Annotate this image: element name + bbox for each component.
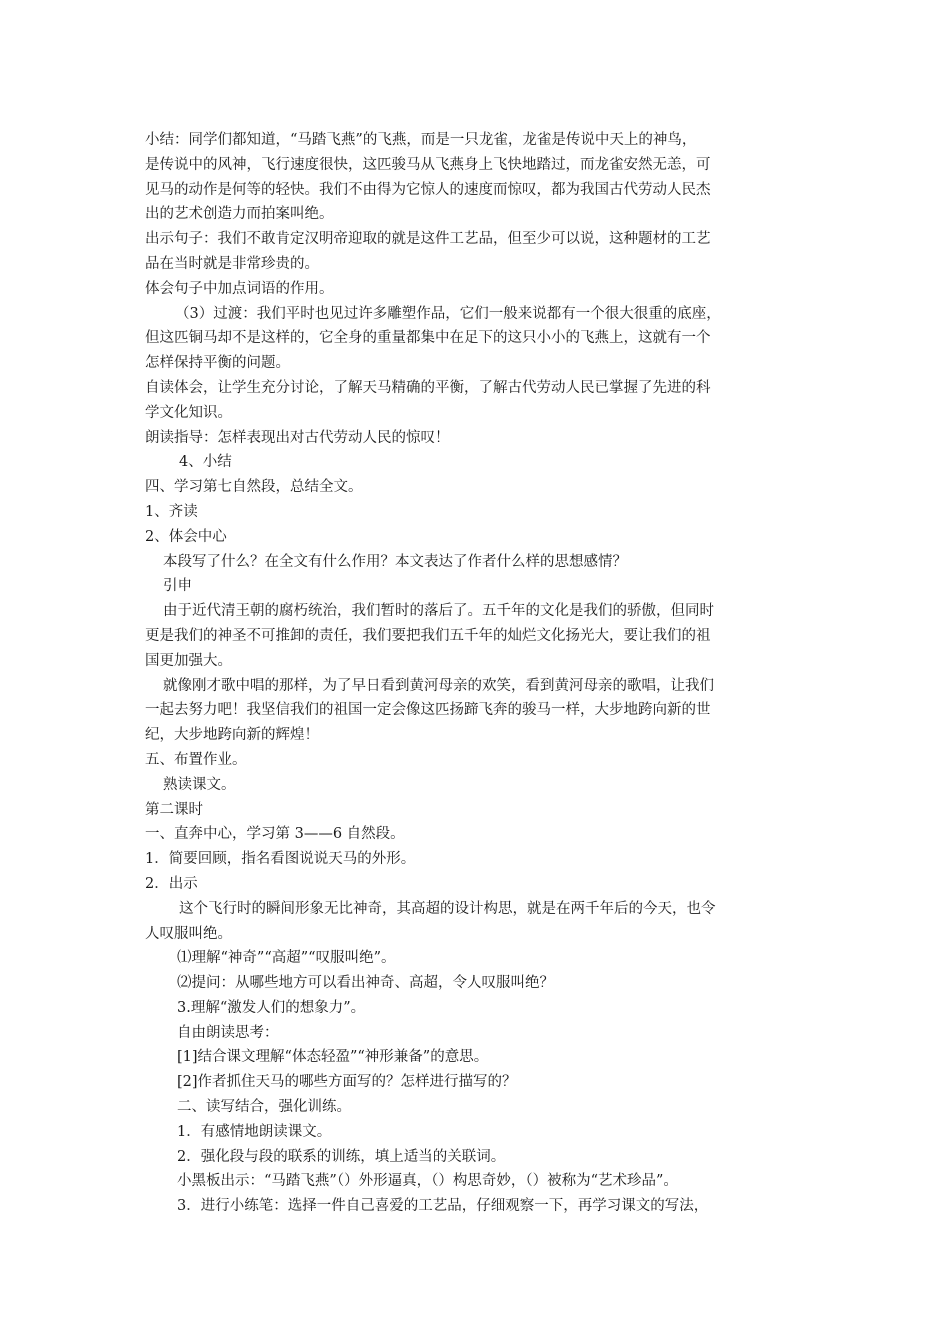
text-line: 1．有感情地朗读课文。 (177, 1123, 332, 1140)
text-line: 熟读课文。 (163, 776, 236, 793)
text-line: 引申 (163, 578, 192, 595)
text-line: 国更加强大。 (145, 652, 232, 669)
text-line: 就像刚才歌中唱的那样，为了早日看到黄河母亲的欢笑，看到黄河母亲的歌唱，让我们 (163, 677, 714, 694)
text-line: 见马的动作是何等的轻快。我们不由得为它惊人的速度而惊叹，都为我国古代劳动人民杰 (145, 181, 711, 198)
text-line: 朗读指导：怎样表现出对古代劳动人民的惊叹！ (145, 429, 450, 446)
text-line: 2．强化段与段的联系的训练，填上适当的关联词。 (177, 1148, 506, 1165)
text-line: ⑵提问：从哪些地方可以看出神奇、高超，令人叹服叫绝？ (177, 975, 554, 992)
text-line: 出示句子：我们不敢肯定汉明帝迎取的就是这件工艺品，但至少可以说，这种题材的工艺 (145, 231, 711, 248)
text-line: 是传说中的风神，飞行速度很快，这匹骏马从飞燕身上飞快地踏过，而龙雀安然无恙，可 (145, 156, 711, 173)
text-line: 3.理解“激发人们的想象力”。 (177, 999, 366, 1016)
text-line: 纪，大步地跨向新的辉煌！ (145, 727, 319, 744)
section-heading: 五、布置作业。 (145, 751, 247, 768)
text-line: 但这匹铜马却不是这样的，它全身的重量都集中在足下的这只小小的飞燕上，这就有一个 (145, 330, 711, 347)
text-line: 小黑板出示：“马踏飞燕”（）外形逼真，（）构思奇妙，（）被称为“艺术珍品”。 (177, 1173, 678, 1190)
text-line: 4、小结 (179, 454, 232, 471)
text-line: 学文化知识。 (145, 404, 232, 421)
text-line: 小结：同学们都知道，“马踏飞燕”的飞燕，而是一只龙雀，龙雀是传说中天上的神鸟， (145, 132, 697, 148)
text-line: 自读体会，让学生充分讨论，了解天马精确的平衡，了解古代劳动人民已掌握了先进的科 (145, 379, 711, 396)
text-line: [2]作者抓住天马的哪些方面写的？怎样进行描写的？ (177, 1074, 517, 1091)
section-heading: 四、学习第七自然段，总结全文。 (145, 479, 363, 496)
text-line: 人叹服叫绝。 (145, 925, 232, 942)
text-line: 1．简要回顾，指名看图说说天马的外形。 (145, 851, 416, 868)
text-line: 更是我们的神圣不可推卸的责任，我们要把我们五千年的灿烂文化扬光大，要让我们的祖 (145, 627, 711, 644)
text-line: 这个飞行时的瞬间形象无比神奇，其高超的设计构思，就是在两千年后的今天，也令 (179, 900, 716, 917)
text-line: 本段写了什么？在全文有什么作用？本文表达了作者什么样的思想感情？ (163, 553, 627, 570)
section-heading: 第二课时 (145, 801, 203, 818)
document-body (145, 128, 817, 1219)
text-line: 品在当时就是非常珍贵的。 (145, 255, 319, 272)
text-line: 1、齐读 (145, 503, 198, 520)
section-heading: 二、读写结合，强化训练。 (177, 1099, 351, 1116)
text-line: 一起去努力吧！我坚信我们的祖国一定会像这匹扬蹄飞奔的骏马一样，大步地跨向新的世 (145, 702, 711, 719)
text-line: 出的艺术创造力而拍案叫绝。 (145, 206, 334, 223)
text-line: 2、体会中心 (145, 528, 227, 545)
text-line: 2．出示 (145, 875, 198, 892)
section-heading: 一、直奔中心，学习第 3——6 自然段。 (145, 826, 405, 843)
text-line: [1]结合课文理解“体态轻盈”“神形兼备”的意思。 (177, 1049, 489, 1066)
text-line: ⑴理解“神奇”“高超”“叹服叫绝”。 (177, 950, 396, 967)
text-line: 自由朗读思考： (177, 1024, 279, 1041)
text-line: 怎样保持平衡的问题。 (145, 355, 290, 372)
text-line: 体会句子中加点词语的作用。 (145, 280, 334, 297)
text-line: （3）过渡：我们平时也见过许多雕塑作品，它们一般来说都有一个很大很重的底座， (175, 305, 721, 322)
text-line: 3．进行小练笔：选择一件自己喜爱的工艺品，仔细观察一下，再学习课文的写法， (177, 1198, 709, 1215)
text-line: 由于近代清王朝的腐朽统治，我们暂时的落后了。五千年的文化是我们的骄傲，但同时 (163, 603, 714, 620)
